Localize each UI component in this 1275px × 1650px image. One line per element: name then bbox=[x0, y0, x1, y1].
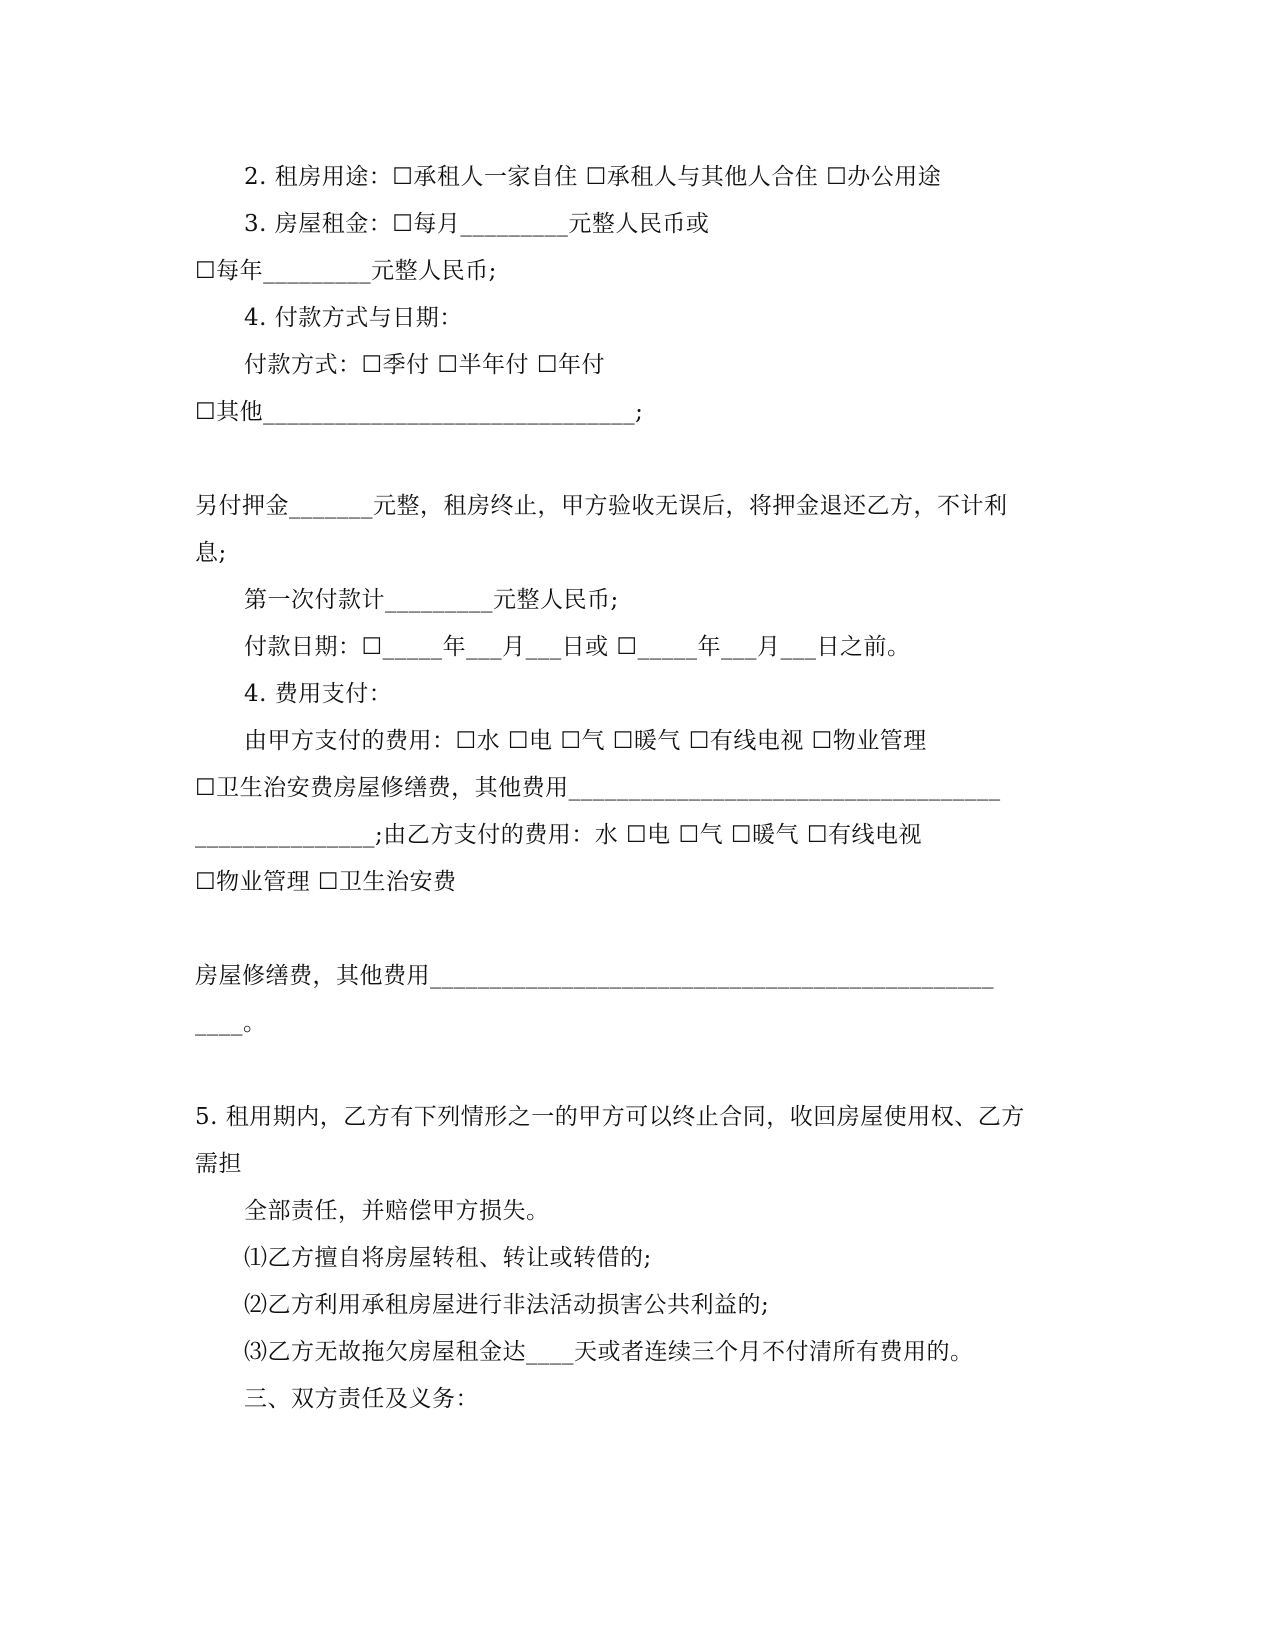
clause-rent-yearly: ☐每年_________元整人民币; bbox=[195, 258, 497, 284]
clause-deposit-cont: 息; bbox=[195, 540, 227, 566]
clause-termination: 5. 租用期内，乙方有下列情形之一的甲方可以终止合同，收回房屋使用权、乙方 bbox=[195, 1104, 1025, 1130]
clause-termination-item-2: ⑵乙方利用承租房屋进行非法活动损害公共利益的; bbox=[244, 1292, 770, 1318]
clause-rent-monthly: 3. 房屋租金：☐每月_________元整人民币或 bbox=[244, 211, 710, 237]
clause-payment-heading: 4. 付款方式与日期： bbox=[244, 305, 463, 331]
clause-termination-liability: 全部责任，并赔偿甲方损失。 bbox=[244, 1198, 550, 1224]
clause-fee-heading: 4. 费用支付： bbox=[244, 681, 393, 707]
clause-rental-purpose: 2. 租房用途：☐承租人一家自住 ☐承租人与其他人合住 ☐办公用途 bbox=[244, 164, 942, 190]
clause-fee-party-b: _______________;由乙方支付的费用：水 ☐电 ☐气 ☐暖气 ☐有线电视 bbox=[195, 822, 922, 848]
clause-termination-cont: 需担 bbox=[195, 1151, 242, 1177]
clause-termination-item-1: ⑴乙方擅自将房屋转租、转让或转借的; bbox=[244, 1245, 652, 1271]
clause-fee-party-a-cont: ☐卫生治安费房屋修缮费，其他费用____________________________________ bbox=[195, 775, 1001, 801]
clause-fee-party-b-cont: ☐物业管理 ☐卫生治安费 bbox=[195, 869, 457, 895]
clause-repair-fee: 房屋修缮费，其他费用_______________________________________________ bbox=[195, 963, 994, 989]
clause-first-payment: 第一次付款计_________元整人民币; bbox=[244, 587, 619, 613]
clause-payment-date: 付款日期：☐_____年___月___日或 ☐_____年___月___日之前。 bbox=[244, 634, 911, 660]
clause-fee-party-a: 由甲方支付的费用：☐水 ☐电 ☐气 ☐暖气 ☐有线电视 ☐物业管理 bbox=[244, 728, 927, 754]
clause-repair-fee-cont: ____。 bbox=[195, 1010, 267, 1036]
clause-payment-method: 付款方式：☐季付 ☐半年付 ☐年付 bbox=[244, 352, 605, 378]
clause-termination-item-3: ⑶乙方无故拖欠房屋租金达____天或者连续三个月不付清所有费用的。 bbox=[244, 1339, 974, 1365]
clause-payment-other: ☐其他_______________________________; bbox=[195, 399, 644, 425]
section-heading-responsibilities: 三、双方责任及义务： bbox=[244, 1386, 479, 1412]
clause-deposit: 另付押金_______元整，租房终止，甲方验收无误后，将押金退还乙方，不计利 bbox=[195, 493, 1008, 519]
